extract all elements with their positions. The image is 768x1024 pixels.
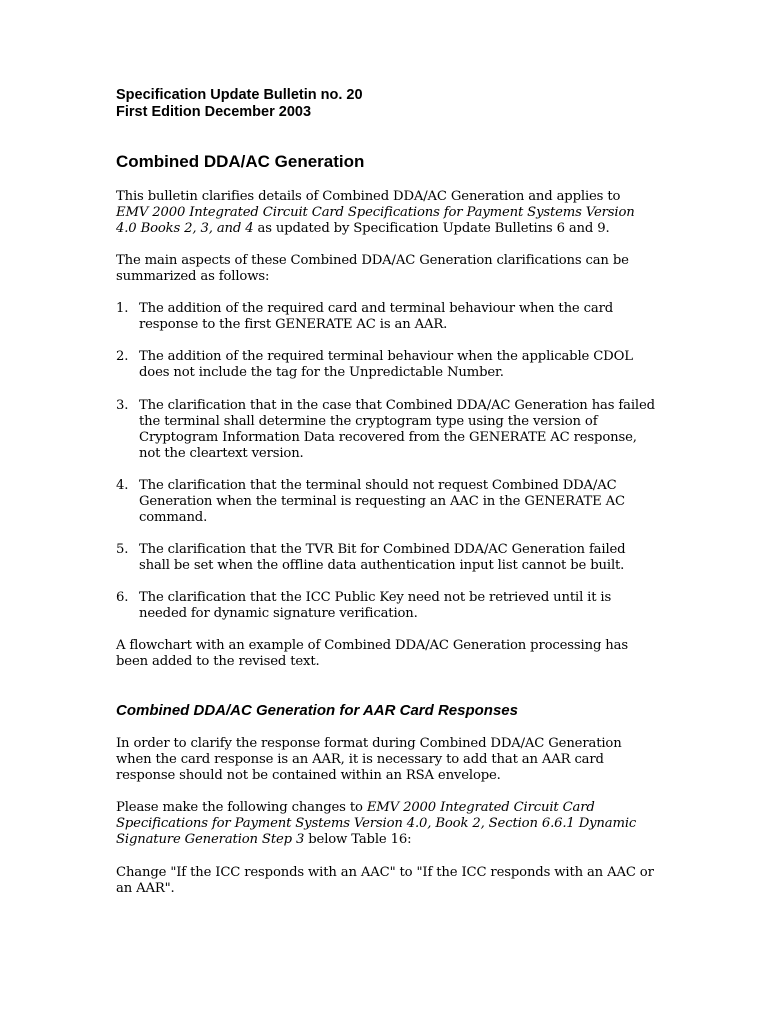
- list-item-text: The clarification that the terminal should not request Combined DDA/AC Generation when the terminal is requesting an AAC in the GENERATE AC command.: [139, 478, 625, 526]
- list-item-number: 4.: [116, 478, 129, 493]
- changes-paragraph: [116, 800, 656, 848]
- list-item: [116, 590, 656, 622]
- list-item: [116, 542, 656, 574]
- changes-text-end: below Table 16:: [304, 832, 412, 848]
- list-item: [116, 349, 656, 381]
- intro-spec-reference: EMV 2000 Integrated Circuit Card Specifications for Payment Systems Version 4.0 Books 2, 3, and 4: [116, 205, 635, 237]
- list-item: [116, 398, 656, 462]
- document-title: Combined DDA/AC Generation: [116, 152, 365, 171]
- list-item-number: 3.: [116, 398, 129, 413]
- list-item-text: The addition of the required terminal behaviour when the applicable CDOL does not include the tag for the Unpredictable Number.: [139, 349, 633, 381]
- list-item-number: 6.: [116, 590, 129, 605]
- change-instruction: Change "If the ICC responds with an AAC" to "If the ICC responds with an AAC or an AAR".: [116, 865, 654, 897]
- intro-paragraph: [116, 189, 656, 237]
- list-item-text: The clarification that in the case that Combined DDA/AC Generation has failed the terminal shall determine the cryptogram type using the version of Cryptogram Information Data recovered from the GENERATE AC response, not the cleartext version.: [139, 398, 655, 462]
- edition-date: First Edition December 2003: [116, 104, 312, 120]
- aspects-intro-paragraph: The main aspects of these Combined DDA/AC Generation clarifications can be summarized as follows:: [116, 253, 629, 285]
- intro-text-start: This bulletin clarifies details of Combined DDA/AC Generation and applies to: [116, 189, 621, 204]
- bulletin-number: Specification Update Bulletin no. 20: [116, 87, 363, 103]
- list-item-number: 2.: [116, 349, 129, 364]
- flowchart-note: A flowchart with an example of Combined DDA/AC Generation processing has been added to the revised text.: [116, 638, 628, 670]
- list-item-number: 1.: [116, 301, 129, 316]
- list-item-number: 5.: [116, 542, 129, 557]
- list-item-text: The addition of the required card and terminal behaviour when the card response to the first GENERATE AC is an AAR.: [139, 301, 614, 333]
- intro-text-end: as updated by Specification Update Bulletins 6 and 9.: [253, 221, 610, 237]
- bulletin-header: [116, 87, 363, 121]
- section-paragraph: In order to clarify the response format during Combined DDA/AC Generation when the card response is an AAR, it is necessary to add that an AAR card response should not be contained within an RSA envelope.: [116, 736, 622, 784]
- list-item: [116, 478, 656, 526]
- changes-text-start: Please make the following changes to: [116, 800, 367, 815]
- list-item-text: The clarification that the ICC Public Key need not be retrieved until it is needed for dynamic signature verification.: [139, 590, 612, 622]
- section-heading: Combined DDA/AC Generation for AAR Card Responses: [116, 702, 518, 719]
- changes-spec-reference: EMV 2000 Integrated Circuit Card Specifications for Payment Systems Version 4.0, Book 2, Section 6.6.1 Dynamic Signature Generation Step 3: [116, 800, 637, 848]
- list-item: [116, 301, 656, 333]
- list-item-text: The clarification that the TVR Bit for Combined DDA/AC Generation failed shall be set when the offline data authentication input list cannot be built.: [139, 542, 626, 574]
